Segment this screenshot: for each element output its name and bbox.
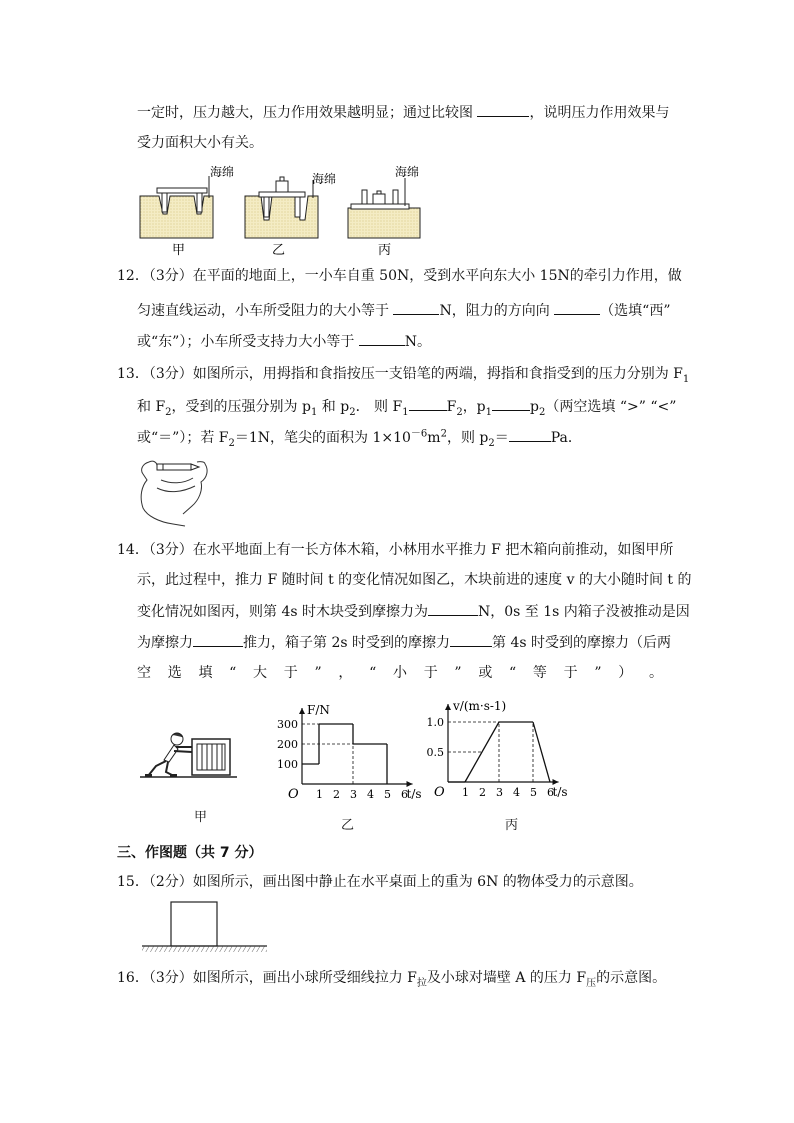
series-segment <box>533 722 550 782</box>
q16-line1: 16．（3分）如图所示，画出小球所受细线拉力 $F_拉$及小球对墙壁 A 的压力 $F_压$的示意图。 <box>117 970 667 989</box>
q14-line4: 为摩擦力 推力，箱子第 2s 时受到的摩擦力 第 4s 时受到的摩擦力（后两 <box>137 632 671 653</box>
q15-line1: 15．（2分）如图所示，画出图中静止在水平桌面上的重为 6N 的物体受力的示意图。 <box>117 874 643 890</box>
x-tick-label: 2 <box>479 786 486 799</box>
origin-label: O <box>434 785 445 800</box>
boy-pushing-box-figure <box>140 732 238 780</box>
y-tick-label: 0.5 <box>426 746 444 759</box>
weight-yi <box>276 181 288 192</box>
x-axis-label: t/s <box>406 787 422 801</box>
x-tick-label: 1 <box>462 786 469 799</box>
q13-line2: 和 $F_2$，受到的压强分别为 $p_1$ 和 $p_2$． 则 $F_1$ $F_2$，$p_1$ $p_2$（两空选填 “>” “<” <box>137 396 676 417</box>
caption-yi-14: 乙 <box>341 818 355 833</box>
svg-text:海绵: 海绵 <box>312 172 337 186</box>
x-tick-label: 3 <box>496 786 503 799</box>
y-tick-label: 1.0 <box>426 716 444 729</box>
x-tick-label: 5 <box>530 786 537 799</box>
block-on-table-figure <box>142 902 268 954</box>
pencil-hand-figure <box>137 456 212 528</box>
q12-line1: 12．（3分）在平面的地面上，一小车自重 50N，受到水平向东大小 15N的牵引力作用，做 <box>117 268 682 284</box>
x-tick-label: 1 <box>316 788 323 801</box>
y-axis-label: v/(m·s-1) <box>453 699 507 713</box>
sponge-bing <box>348 208 420 238</box>
answer-blank[interactable] <box>193 632 243 647</box>
force-time-chart <box>270 698 430 810</box>
answer-blank[interactable] <box>428 601 478 616</box>
answer-blank[interactable] <box>409 396 447 411</box>
caption-yi: 乙 <box>272 243 286 258</box>
velocity-time-chart <box>418 698 578 810</box>
answer-blank[interactable] <box>393 300 439 315</box>
q14-line2: 示，此过程中，推力 F 随时间 t 的变化情况如图乙，木块前进的速度 v 的大小随时间 t 的 <box>137 572 692 588</box>
q11-line2: 受力面积大小有关。 <box>137 135 263 151</box>
y-axis-label: F/N <box>307 703 330 717</box>
y-tick-label: 300 <box>277 718 298 731</box>
answer-blank[interactable] <box>450 632 492 647</box>
x-tick-label: 6 <box>401 788 408 801</box>
sponge-yi <box>245 196 318 238</box>
svg-text:海绵: 海绵 <box>395 165 420 179</box>
x-tick-label: 2 <box>333 788 340 801</box>
caption-bing: 丙 <box>378 243 392 258</box>
origin-label: O <box>288 787 299 802</box>
x-tick-label: 4 <box>513 786 520 799</box>
block <box>171 902 217 946</box>
sponge-label: 海绵 <box>210 165 235 179</box>
answer-blank[interactable] <box>359 331 405 346</box>
q14-line3: 变化情况如图丙，则第 4s 时木块受到摩擦力为 N，0s 至 1s 内箱子没被推动是因 <box>137 601 690 622</box>
pencil <box>157 464 191 470</box>
q13-line1: 13．（3分）如图所示，用拇指和食指按压一支铅笔的两端，拇指和食指受到的压力分别为 $F_1$ <box>117 366 690 385</box>
sponge-figure <box>137 166 437 258</box>
x-tick-label: 6 <box>547 786 554 799</box>
caption-jia: 甲 <box>172 243 186 258</box>
caption-bing-14: 丙 <box>505 818 519 833</box>
y-tick-label: 200 <box>277 738 298 751</box>
caption-jia-14: 甲 <box>194 810 208 825</box>
q13-line3: 或“＝”）；若 $F_2=1N$，笔尖的面积为 $1\times 10^{-6}m^2$，则 $p_2= Pa$． <box>137 428 582 449</box>
y-axis-arrow <box>299 708 305 714</box>
boy-body <box>164 745 178 762</box>
x-tick-label: 4 <box>367 788 374 801</box>
q11-line1: 一定时，压力越大，压力作用效果越明显；通过比较图 ，说明压力作用效果与 <box>137 102 669 123</box>
y-tick-label: 100 <box>277 758 298 771</box>
q12-line3: 或“东”）；小车所受支持力大小等于 N。 <box>137 331 431 352</box>
answer-blank[interactable] <box>492 396 530 411</box>
y-axis-arrow <box>445 704 451 710</box>
section-3-heading: 三、作图题（共 7 分） <box>117 845 263 861</box>
q14-line5: 空 选 填 “ 大 于 ” ， “ 小 于 ” 或 “ 等 于 ” ） 。 <box>137 665 663 681</box>
answer-blank[interactable] <box>477 102 529 117</box>
x-axis-label: t/s <box>552 785 568 799</box>
answer-blank[interactable] <box>554 300 600 315</box>
q12-line2: 匀速直线运动，小车所受阻力的大小等于 N，阻力的方向向 （选填“西” <box>137 300 670 321</box>
x-tick-label: 3 <box>350 788 357 801</box>
q14-line1: 14．（3分）在水平地面上有一长方体木箱，小林用水平推力 F 把木箱向前推动，如图甲所 <box>117 542 674 558</box>
stool-jia <box>157 188 207 193</box>
x-tick-label: 5 <box>384 788 391 801</box>
answer-blank[interactable] <box>509 427 551 442</box>
